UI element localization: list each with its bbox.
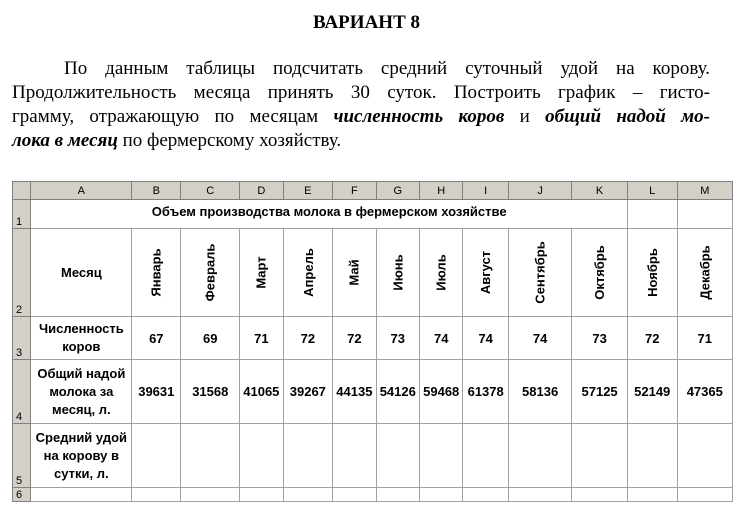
table-row: [13, 488, 733, 502]
yield-cell[interactable]: [677, 424, 732, 488]
month-cell[interactable]: Январь: [132, 229, 181, 317]
table-title[interactable]: Объем производства молока в фермерском хозяйстве: [31, 200, 627, 229]
emphasis-milk-cont: лока в месяц: [12, 130, 118, 151]
row-header[interactable]: 3: [13, 317, 31, 360]
col-header[interactable]: J: [508, 182, 571, 200]
table-row: [13, 360, 733, 424]
row-header[interactable]: 4: [13, 360, 31, 424]
row-header[interactable]: 2: [13, 229, 31, 317]
cell[interactable]: [333, 488, 376, 502]
table-row: [13, 424, 733, 488]
milk-cell[interactable]: 57125: [572, 360, 628, 424]
cows-label-cell[interactable]: Численность коров: [31, 317, 132, 360]
month-cell[interactable]: Декабрь: [677, 229, 732, 317]
milk-cell[interactable]: 59468: [419, 360, 462, 424]
month-cell[interactable]: Июнь: [376, 229, 419, 317]
cows-cell[interactable]: 72: [283, 317, 333, 360]
cell[interactable]: [283, 488, 333, 502]
cows-cell[interactable]: 72: [627, 317, 677, 360]
page-title: ВАРИАНТ 8: [312, 12, 420, 33]
task-line-2: Продолжительность месяца принять 30 суток. Построить график – гисто-: [12, 82, 710, 103]
milk-cell[interactable]: 39631: [132, 360, 181, 424]
col-header[interactable]: D: [240, 182, 283, 200]
col-header[interactable]: L: [627, 182, 677, 200]
cell[interactable]: [677, 488, 732, 502]
col-header[interactable]: K: [572, 182, 628, 200]
cell[interactable]: [181, 488, 240, 502]
col-header[interactable]: F: [333, 182, 376, 200]
cell[interactable]: [677, 200, 732, 229]
cows-cell[interactable]: 73: [572, 317, 628, 360]
milk-cell[interactable]: 39267: [283, 360, 333, 424]
cell[interactable]: [627, 488, 677, 502]
yield-cell[interactable]: [181, 424, 240, 488]
milk-cell[interactable]: 41065: [240, 360, 283, 424]
month-cell[interactable]: Ноябрь: [627, 229, 677, 317]
cows-cell[interactable]: 69: [181, 317, 240, 360]
col-header[interactable]: G: [376, 182, 419, 200]
cell[interactable]: [463, 488, 509, 502]
cows-cell[interactable]: 74: [419, 317, 462, 360]
cows-cell[interactable]: 74: [508, 317, 571, 360]
yield-cell[interactable]: [627, 424, 677, 488]
milk-cell[interactable]: 31568: [181, 360, 240, 424]
month-cell[interactable]: Июль: [419, 229, 462, 317]
cell[interactable]: [376, 488, 419, 502]
emphasis-milk: общий надой мо-: [545, 106, 711, 127]
task-text: [12, 57, 710, 153]
column-header-row: [13, 182, 733, 200]
col-header[interactable]: A: [31, 182, 132, 200]
cell[interactable]: [31, 488, 132, 502]
col-header[interactable]: I: [463, 182, 509, 200]
yield-cell[interactable]: [508, 424, 571, 488]
row-header[interactable]: 5: [13, 424, 31, 488]
row-header[interactable]: 1: [13, 200, 31, 229]
spreadsheet: [12, 181, 733, 502]
milk-cell[interactable]: 54126: [376, 360, 419, 424]
cell[interactable]: [132, 488, 181, 502]
cell[interactable]: [572, 488, 628, 502]
col-header[interactable]: E: [283, 182, 333, 200]
month-label-cell[interactable]: Месяц: [31, 229, 132, 317]
milk-cell[interactable]: 52149: [627, 360, 677, 424]
cows-cell[interactable]: 67: [132, 317, 181, 360]
cell[interactable]: [419, 488, 462, 502]
task-line-4: лока в месяц по фермерскому хозяйству.: [12, 130, 342, 151]
month-cell[interactable]: Апрель: [283, 229, 333, 317]
cell[interactable]: [240, 488, 283, 502]
cows-cell[interactable]: 73: [376, 317, 419, 360]
yield-cell[interactable]: [132, 424, 181, 488]
col-header[interactable]: M: [677, 182, 732, 200]
milk-cell[interactable]: 44135: [333, 360, 376, 424]
yield-cell[interactable]: [463, 424, 509, 488]
month-cell[interactable]: Май: [333, 229, 376, 317]
cows-cell[interactable]: 71: [240, 317, 283, 360]
yield-label-cell[interactable]: Средний удой на корову в сутки, л.: [31, 424, 132, 488]
milk-cell[interactable]: 58136: [508, 360, 571, 424]
month-cell[interactable]: Октябрь: [572, 229, 628, 317]
yield-cell[interactable]: [333, 424, 376, 488]
milk-cell[interactable]: 47365: [677, 360, 732, 424]
cows-cell[interactable]: 71: [677, 317, 732, 360]
table-row: [13, 200, 733, 229]
task-line-3: грамму, отражающую по месяцам численность коров и общий надой мо-: [12, 106, 711, 127]
col-header[interactable]: H: [419, 182, 462, 200]
task-line-1: По данным таблицы подсчитать средний суточный удой на корову.: [64, 58, 710, 79]
yield-cell[interactable]: [283, 424, 333, 488]
milk-label-cell[interactable]: Общий надой молока за месяц, л.: [31, 360, 132, 424]
month-cell[interactable]: Февраль: [181, 229, 240, 317]
milk-cell[interactable]: 61378: [463, 360, 509, 424]
yield-cell[interactable]: [419, 424, 462, 488]
month-cell[interactable]: Март: [240, 229, 283, 317]
cows-cell[interactable]: 72: [333, 317, 376, 360]
yield-cell[interactable]: [376, 424, 419, 488]
col-header[interactable]: C: [181, 182, 240, 200]
yield-cell[interactable]: [572, 424, 628, 488]
month-cell[interactable]: Август: [463, 229, 509, 317]
col-header[interactable]: B: [132, 182, 181, 200]
table-row: [13, 317, 733, 360]
cell[interactable]: [627, 200, 677, 229]
yield-cell[interactable]: [240, 424, 283, 488]
row-header[interactable]: 6: [13, 488, 31, 502]
table-row: [13, 229, 733, 317]
emphasis-cows: численность коров: [333, 106, 505, 127]
cell[interactable]: [508, 488, 571, 502]
month-cell[interactable]: Сентябрь: [508, 229, 571, 317]
corner-cell[interactable]: [13, 182, 31, 200]
cows-cell[interactable]: 74: [463, 317, 509, 360]
